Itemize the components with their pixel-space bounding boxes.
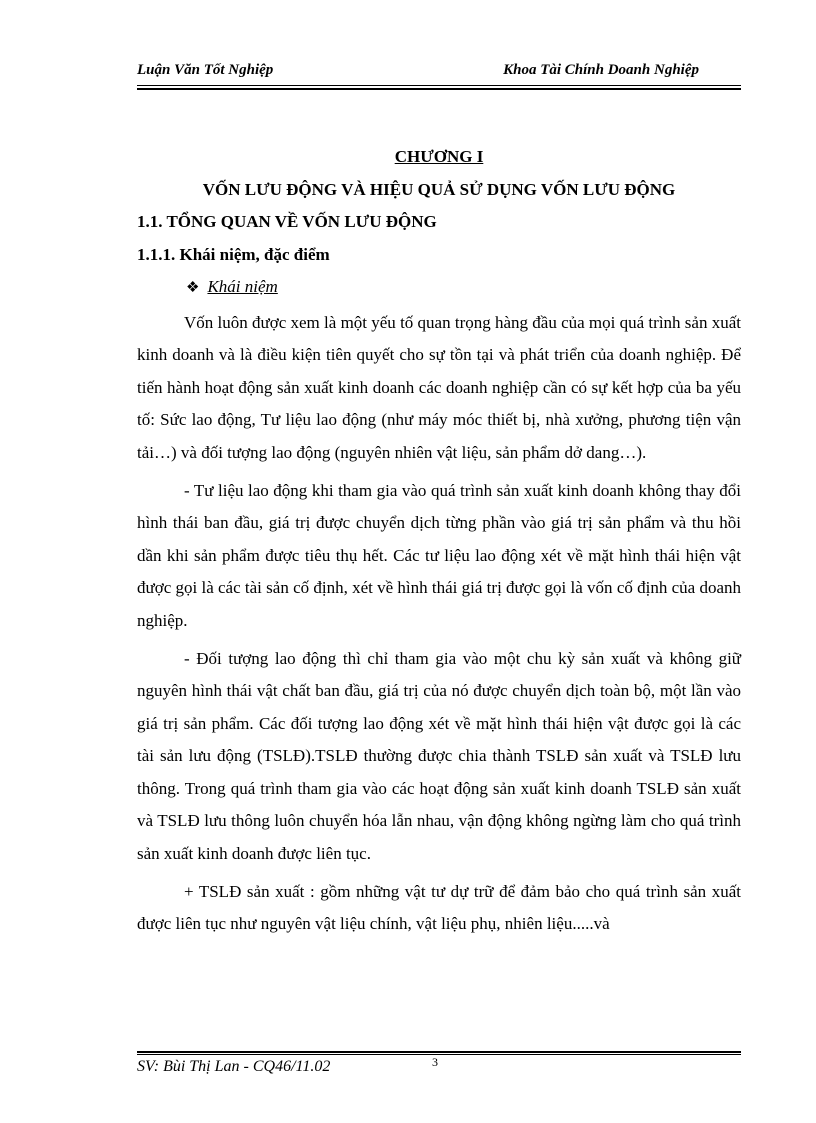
header-left: Luận Văn Tốt Nghiệp: [137, 62, 274, 78]
paragraph: - Tư liệu lao động khi tham gia vào quá trình sản xuất kinh doanh không thay đổi hình thái ban đầu, giá trị được chuyển dịch từng phần vào giá trị sản phẩm và thu hồi dần khi sản phẩm được tiêu thụ hết. Các tư liệu lao động xét về mặt hình thái hiện vật được gọi là các tài sản cố định, xét về hình thái giá trị được gọi là vốn cố định của doanh nghiệp.: [137, 481, 741, 630]
paragraph: - Đối tượng lao động thì chỉ tham gia vào một chu kỳ sản xuất và không giữ nguyên hình thái vật chất ban đầu, giá trị của nó được chuyển dịch toàn bộ, một lần vào giá trị sản phẩm. Các đối tượng lao động xét về mặt hình thái hiện vật được gọi là các tài sản lưu động (TSLĐ).TSLĐ thường được chia thành TSLĐ sản xuất và TSLĐ lưu thông. Trong quá trình tham gia vào các hoạt động sản xuất kinh doanh TSLĐ sản xuất và TSLĐ lưu thông luôn chuyển hóa lẫn nhau, vận động không ngừng làm cho quá trình sản xuất kinh doanh được liên tục.: [137, 649, 741, 863]
section-heading-1-1: 1.1. TỔNG QUAN VỀ VỐN LƯU ĐỘNG: [137, 212, 437, 231]
header-rule: [137, 85, 741, 86]
concept-heading: [186, 277, 278, 297]
header-right: Khoa Tài Chính Doanh Nghiệp: [503, 62, 699, 78]
chapter-title: CHƯƠNG I: [394, 147, 484, 166]
section-heading-1-1-1: 1.1.1. Khái niệm, đặc điểm: [137, 245, 330, 264]
footer-rule-thick: [137, 1051, 741, 1053]
header-rule-thick: [137, 88, 741, 90]
footer-rule: [137, 1054, 741, 1055]
chapter-subtitle: VỐN LƯU ĐỘNG VÀ HIỆU QUẢ SỬ DỤNG VỐN LƯU ĐỘNG: [202, 180, 676, 199]
body-text: [137, 307, 741, 947]
diamond-bullet-icon: ❖: [186, 280, 200, 296]
footer-student: SV: Bùi Thị Lan - CQ46/11.02: [137, 1058, 331, 1075]
paragraph: + TSLĐ sản xuất : gồm những vật tư dự trữ để đảm bảo cho quá trình sản xuất được liên tục như nguyên vật liệu chính, vật liệu phụ, nhiên liệu.....và: [137, 881, 741, 934]
page-header: [137, 62, 741, 84]
concept-label: Khái niệm: [207, 277, 278, 296]
paragraph: Vốn luôn được xem là một yếu tố quan trọng hàng đầu của mọi quá trình sản xuất kinh doanh và là điều kiện tiên quyết cho sự tồn tại và phát triển của doanh nghiệp. Để tiến hành hoạt động sản xuất kinh doanh các doanh nghiệp cần có sự kết hợp của ba yếu tố: Sức lao động, Tư liệu lao động (như máy móc thiết bị, nhà xưởng, phương tiện vận tải…) và đối tượng lao động (nguyên nhiên vật liệu, sản phẩm dở dang…).: [137, 313, 741, 462]
page-number: 3: [432, 1055, 438, 1069]
